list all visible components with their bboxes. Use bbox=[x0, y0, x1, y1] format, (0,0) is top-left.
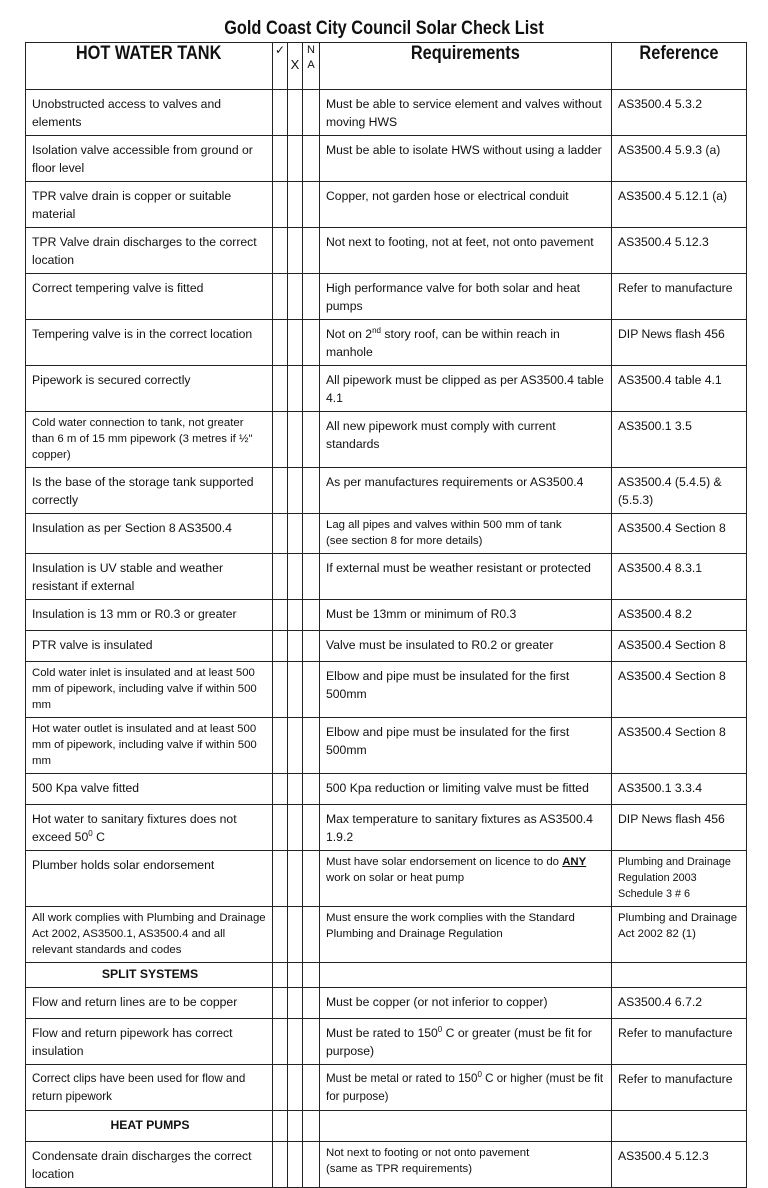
na-checkbox[interactable] bbox=[303, 805, 320, 851]
cross-checkbox[interactable] bbox=[288, 774, 303, 805]
tick-checkbox[interactable] bbox=[273, 662, 288, 718]
cross-checkbox[interactable] bbox=[288, 600, 303, 631]
item-cell: PTR valve is insulated bbox=[26, 631, 273, 662]
requirement-cell: Max temperature to sanitary fixtures as AS3500.4 1.9.2 bbox=[320, 805, 612, 851]
requirement-cell: Not next to footing, not at feet, not onto pavement bbox=[320, 228, 612, 274]
cross-checkbox[interactable] bbox=[288, 228, 303, 274]
reference-column-header: Reference bbox=[612, 43, 747, 90]
cross-checkbox[interactable] bbox=[288, 90, 303, 136]
tick-checkbox[interactable] bbox=[273, 774, 288, 805]
cross-checkbox[interactable] bbox=[288, 662, 303, 718]
na-checkbox[interactable] bbox=[303, 320, 320, 366]
tick-checkbox[interactable] bbox=[273, 851, 288, 907]
tick-checkbox[interactable] bbox=[273, 228, 288, 274]
item-cell: Isolation valve accessible from ground or floor level bbox=[26, 136, 273, 182]
tick-checkbox[interactable] bbox=[273, 718, 288, 774]
cross-checkbox[interactable] bbox=[288, 182, 303, 228]
item-cell: Unobstructed access to valves and elements bbox=[26, 90, 273, 136]
na-checkbox[interactable] bbox=[303, 1019, 320, 1065]
table-row bbox=[26, 662, 747, 718]
table-row bbox=[26, 631, 747, 662]
cross-checkbox[interactable] bbox=[288, 468, 303, 514]
table-row bbox=[26, 320, 747, 366]
item-cell: All work complies with Plumbing and Drainage Act 2002, AS3500.1, AS3500.4 and all relevant standards and codes bbox=[26, 907, 273, 963]
table-row bbox=[26, 274, 747, 320]
tick-column-header: ✓ bbox=[273, 43, 288, 90]
item-cell: Correct tempering valve is fitted bbox=[26, 274, 273, 320]
requirement-cell: Must ensure the work complies with the Standard Plumbing and Drainage Regulation bbox=[320, 907, 612, 963]
cross-checkbox[interactable] bbox=[288, 136, 303, 182]
na-checkbox[interactable] bbox=[303, 851, 320, 907]
section-heading-row bbox=[26, 1111, 747, 1142]
requirement-cell: All new pipework must comply with current standards bbox=[320, 412, 612, 468]
cross-checkbox[interactable] bbox=[288, 412, 303, 468]
item-cell: Insulation as per Section 8 AS3500.4 bbox=[26, 514, 273, 554]
reference-cell: AS3500.4 5.12.1 (a) bbox=[612, 182, 747, 228]
item-cell: Correct clips have been used for flow and return pipework bbox=[26, 1065, 273, 1111]
requirement-cell: Must have solar endorsement on licence to do ANY work on solar or heat pump bbox=[320, 851, 612, 907]
reference-cell: AS3500.4 (5.4.5) & (5.5.3) bbox=[612, 468, 747, 514]
table-row bbox=[26, 851, 747, 907]
reference-cell: AS3500.4 8.2 bbox=[612, 600, 747, 631]
reference-cell: AS3500.1 3.5 bbox=[612, 412, 747, 468]
cross-checkbox[interactable] bbox=[288, 320, 303, 366]
item-cell: Pipework is secured correctly bbox=[26, 366, 273, 412]
reference-cell: AS3500.4 5.3.2 bbox=[612, 90, 747, 136]
cross-checkbox[interactable] bbox=[288, 554, 303, 600]
na-checkbox[interactable] bbox=[303, 662, 320, 718]
table-row bbox=[26, 600, 747, 631]
requirement-cell: If external must be weather resistant or protected bbox=[320, 554, 612, 600]
item-cell: Cold water connection to tank, not greater than 6 m of 15 mm pipework (3 metres if ½" copper) bbox=[26, 412, 273, 468]
tick-checkbox[interactable] bbox=[273, 1065, 288, 1111]
table-row bbox=[26, 514, 747, 554]
na-checkbox[interactable] bbox=[303, 774, 320, 805]
item-cell: 500 Kpa valve fitted bbox=[26, 774, 273, 805]
reference-cell: AS3500.4 5.12.3 bbox=[612, 1142, 747, 1188]
requirement-cell: Not on 2nd story roof, can be within reach in manhole bbox=[320, 320, 612, 366]
na-checkbox[interactable] bbox=[303, 182, 320, 228]
na-checkbox[interactable] bbox=[303, 468, 320, 514]
reference-cell: AS3500.4 Section 8 bbox=[612, 718, 747, 774]
reference-cell: AS3500.4 Section 8 bbox=[612, 631, 747, 662]
requirement-cell: Not next to footing or not onto pavement (same as TPR requirements) bbox=[320, 1142, 612, 1188]
tick-checkbox[interactable] bbox=[273, 90, 288, 136]
na-checkbox[interactable] bbox=[303, 366, 320, 412]
na-checkbox[interactable] bbox=[303, 514, 320, 554]
cross-checkbox[interactable] bbox=[288, 805, 303, 851]
na-checkbox[interactable] bbox=[303, 274, 320, 320]
tick-checkbox[interactable] bbox=[273, 988, 288, 1019]
reference-cell: AS3500.4 6.7.2 bbox=[612, 988, 747, 1019]
tick-checkbox[interactable] bbox=[273, 554, 288, 600]
na-checkbox[interactable] bbox=[303, 136, 320, 182]
cross-checkbox[interactable] bbox=[288, 1019, 303, 1065]
na-checkbox[interactable] bbox=[303, 1065, 320, 1111]
requirement-cell: Copper, not garden hose or electrical conduit bbox=[320, 182, 612, 228]
table-row bbox=[26, 90, 747, 136]
reference-cell: Refer to manufacture bbox=[612, 274, 747, 320]
requirement-cell: Must be rated to $150^0$ C or greater (must be fit for purpose) bbox=[320, 1019, 612, 1065]
cross-checkbox[interactable] bbox=[288, 1142, 303, 1188]
item-cell: Is the base of the storage tank supported correctly bbox=[26, 468, 273, 514]
requirement-cell: 500 Kpa reduction or limiting valve must be fitted bbox=[320, 774, 612, 805]
na-checkbox[interactable] bbox=[303, 988, 320, 1019]
item-column-header: HOT WATER TANK bbox=[26, 43, 273, 90]
item-cell: TPR valve drain is copper or suitable material bbox=[26, 182, 273, 228]
table-row bbox=[26, 1019, 747, 1065]
tick-checkbox[interactable] bbox=[273, 136, 288, 182]
reference-cell: AS3500.4 Section 8 bbox=[612, 514, 747, 554]
table-row bbox=[26, 136, 747, 182]
cross-checkbox[interactable] bbox=[288, 1065, 303, 1111]
requirement-cell: Elbow and pipe must be insulated for the first 500mm bbox=[320, 718, 612, 774]
item-cell: Insulation is UV stable and weather resistant if external bbox=[26, 554, 273, 600]
tick-checkbox[interactable] bbox=[273, 468, 288, 514]
reference-cell: AS3500.4 table 4.1 bbox=[612, 366, 747, 412]
na-checkbox[interactable] bbox=[303, 631, 320, 662]
na-checkbox[interactable] bbox=[303, 554, 320, 600]
na-checkbox[interactable] bbox=[303, 907, 320, 963]
requirement-cell: High performance valve for both solar and heat pumps bbox=[320, 274, 612, 320]
reference-cell: Plumbing and Drainage Regulation 2003 Schedule 3 # 6 bbox=[612, 851, 747, 907]
item-cell: Insulation is 13 mm or R0.3 or greater bbox=[26, 600, 273, 631]
item-cell: Flow and return lines are to be copper bbox=[26, 988, 273, 1019]
requirement-cell: As per manufactures requirements or AS3500.4 bbox=[320, 468, 612, 514]
item-cell: Tempering valve is in the correct location bbox=[26, 320, 273, 366]
reference-cell: DIP News flash 456 bbox=[612, 805, 747, 851]
requirements-column-header: Requirements bbox=[320, 43, 612, 90]
table-row bbox=[26, 907, 747, 963]
requirement-cell: Must be able to service element and valves without moving HWS bbox=[320, 90, 612, 136]
cross-column-header: X bbox=[288, 43, 303, 90]
requirement-cell: All pipework must be clipped as per AS3500.4 table 4.1 bbox=[320, 366, 612, 412]
table-row bbox=[26, 366, 747, 412]
item-cell: Plumber holds solar endorsement bbox=[26, 851, 273, 907]
requirement-cell: Must be copper (or not inferior to copper) bbox=[320, 988, 612, 1019]
na-checkbox[interactable] bbox=[303, 600, 320, 631]
table-row bbox=[26, 718, 747, 774]
requirement-cell: Must be metal or rated to $150^0$ C or higher (must be fit for purpose) bbox=[320, 1065, 612, 1111]
na-checkbox[interactable] bbox=[303, 412, 320, 468]
na-checkbox[interactable] bbox=[303, 90, 320, 136]
table-row bbox=[26, 805, 747, 851]
header-row bbox=[26, 43, 747, 90]
na-checkbox[interactable] bbox=[303, 1142, 320, 1188]
requirement-cell: Elbow and pipe must be insulated for the first 500mm bbox=[320, 662, 612, 718]
tick-checkbox[interactable] bbox=[273, 366, 288, 412]
requirement-cell: Valve must be insulated to R0.2 or greater bbox=[320, 631, 612, 662]
table-row bbox=[26, 228, 747, 274]
item-cell: Hot water to sanitary fixtures does not exceed $50^0$ C bbox=[26, 805, 273, 851]
item-cell: Condensate drain discharges the correct location bbox=[26, 1142, 273, 1188]
table-row bbox=[26, 774, 747, 805]
reference-cell: Plumbing and Drainage Act 2002 82 (1) bbox=[612, 907, 747, 963]
reference-cell: AS3500.1 3.3.4 bbox=[612, 774, 747, 805]
reference-cell: AS3500.4 8.3.1 bbox=[612, 554, 747, 600]
checklist-table bbox=[25, 42, 747, 1188]
document-title: Gold Coast City Council Solar Check List bbox=[224, 18, 544, 39]
cross-checkbox[interactable] bbox=[288, 274, 303, 320]
reference-cell: Refer to manufacture bbox=[612, 1065, 747, 1111]
tick-checkbox[interactable] bbox=[273, 320, 288, 366]
tick-checkbox[interactable] bbox=[273, 1019, 288, 1065]
table-row bbox=[26, 554, 747, 600]
tick-checkbox[interactable] bbox=[273, 514, 288, 554]
tick-checkbox[interactable] bbox=[273, 1142, 288, 1188]
tick-checkbox[interactable] bbox=[273, 907, 288, 963]
reference-cell: DIP News flash 456 bbox=[612, 320, 747, 366]
na-checkbox[interactable] bbox=[303, 718, 320, 774]
reference-cell: AS3500.4 5.9.3 (a) bbox=[612, 136, 747, 182]
cross-checkbox[interactable] bbox=[288, 718, 303, 774]
item-cell: Hot water outlet is insulated and at least 500 mm of pipework, including valve if within 500 mm bbox=[26, 718, 273, 774]
section-heading-split-systems: SPLIT SYSTEMS bbox=[26, 963, 273, 988]
reference-cell: AS3500.4 5.12.3 bbox=[612, 228, 747, 274]
table-row bbox=[26, 1065, 747, 1111]
cross-checkbox[interactable] bbox=[288, 514, 303, 554]
cross-checkbox[interactable] bbox=[288, 851, 303, 907]
tick-checkbox[interactable] bbox=[273, 412, 288, 468]
tick-checkbox[interactable] bbox=[273, 805, 288, 851]
section-heading-heat-pumps: HEAT PUMPS bbox=[26, 1111, 273, 1142]
cross-checkbox[interactable] bbox=[288, 631, 303, 662]
reference-cell: AS3500.4 Section 8 bbox=[612, 662, 747, 718]
tick-checkbox[interactable] bbox=[273, 182, 288, 228]
table-row bbox=[26, 412, 747, 468]
cross-checkbox[interactable] bbox=[288, 907, 303, 963]
requirement-cell: Must be 13mm or minimum of R0.3 bbox=[320, 600, 612, 631]
item-cell: Flow and return pipework has correct insulation bbox=[26, 1019, 273, 1065]
section-heading-row bbox=[26, 963, 747, 988]
cross-checkbox[interactable] bbox=[288, 988, 303, 1019]
table-row bbox=[26, 1142, 747, 1188]
na-checkbox[interactable] bbox=[303, 228, 320, 274]
tick-checkbox[interactable] bbox=[273, 600, 288, 631]
requirement-cell: Lag all pipes and valves within 500 mm of tank (see section 8 for more details) bbox=[320, 514, 612, 554]
requirement-cell: Must be able to isolate HWS without using a ladder bbox=[320, 136, 612, 182]
cross-checkbox[interactable] bbox=[288, 366, 303, 412]
item-cell: TPR Valve drain discharges to the correct location bbox=[26, 228, 273, 274]
table-row bbox=[26, 988, 747, 1019]
table-row bbox=[26, 468, 747, 514]
table-row bbox=[26, 182, 747, 228]
na-column-header: N A bbox=[303, 43, 320, 90]
tick-checkbox[interactable] bbox=[273, 631, 288, 662]
tick-checkbox[interactable] bbox=[273, 274, 288, 320]
item-cell: Cold water inlet is insulated and at least 500 mm of pipework, including valve if within 500 mm bbox=[26, 662, 273, 718]
reference-cell: Refer to manufacture bbox=[612, 1019, 747, 1065]
